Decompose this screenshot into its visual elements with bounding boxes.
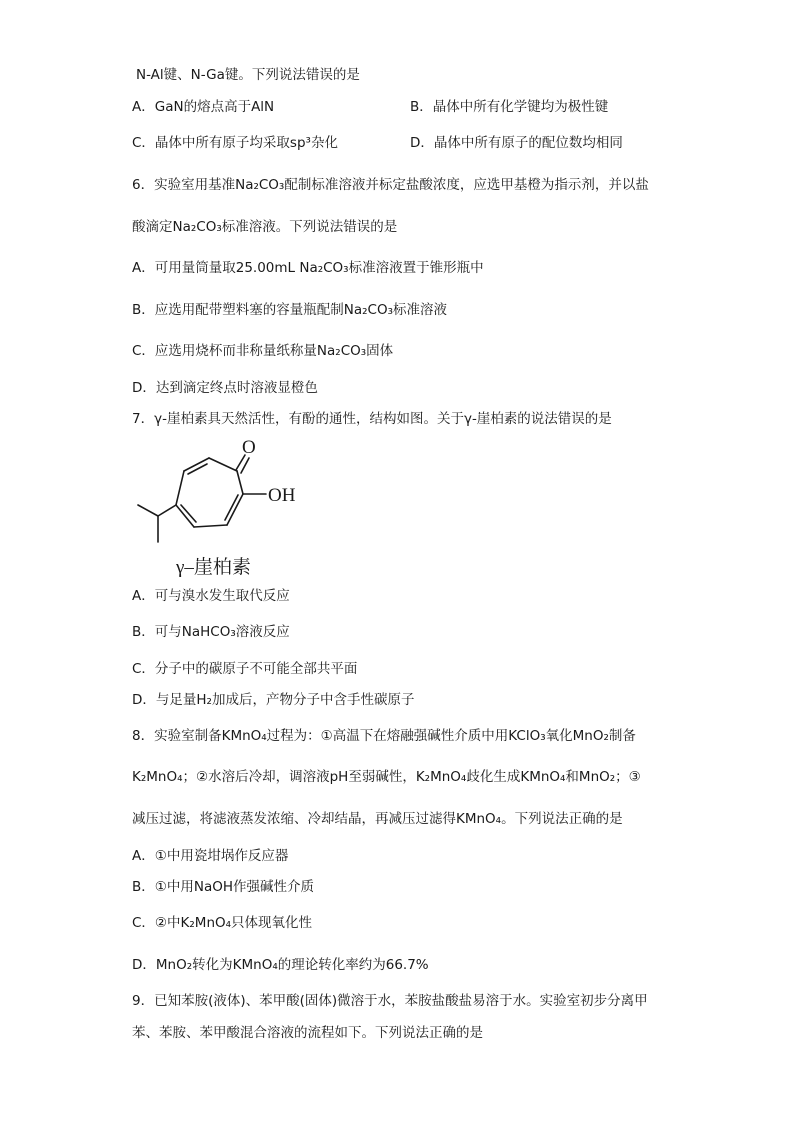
q6-option-a: A．可用量筒量取25.00mL Na₂CO₃标准溶液置于锥形瓶中 [132, 260, 484, 276]
q7-option-c: C．分子中的碳原子不可能全部共平面 [132, 661, 358, 677]
isopropyl-bond [138, 505, 158, 516]
q8-option-d: D．MnO₂转化为KMnO₄的理论转化率约为66.7% [132, 957, 429, 973]
molecule-name-caption: γ–崖柏素 [176, 557, 251, 578]
q6-stem-line-2: 酸滴定Na₂CO₃标准溶液。下列说法错误的是 [132, 219, 398, 235]
ring-bond [209, 458, 237, 471]
q5-stem-tail: N-Al键、N-Ga键。下列说法错误的是 [136, 67, 360, 83]
q7-option-d: D．与足量H₂加成后，产物分子中含手性碳原子 [132, 692, 415, 708]
q8-option-c: C．②中K₂MnO₄只体现氧化性 [132, 915, 313, 931]
double-bond-inner [188, 464, 207, 474]
ring-bond [237, 471, 243, 494]
gamma-thujaplicin-structure [128, 435, 328, 555]
q8-stem-line-1: 8．实验室制备KMnO₄过程为：①高温下在熔融强碱性介质中用KClO₃氧化MnO₂制备 [132, 728, 636, 744]
ring-bond [227, 494, 243, 525]
q6-stem-line-1: 6．实验室用基准Na₂CO₃配制标准溶液并标定盐酸浓度，应选甲基橙为指示剂，并以盐 [132, 177, 649, 193]
q8-option-b: B．①中用NaOH作强碱性介质 [132, 879, 315, 895]
q8-option-a: A．①中用瓷坩埚作反应器 [132, 848, 289, 864]
carbonyl-oxygen-label: O [242, 437, 256, 458]
q7-stem: 7．γ-崖柏素具天然活性，有酚的通性，结构如图。关于γ-崖柏素的说法错误的是 [132, 411, 612, 427]
q5-option-b: B．晶体中所有化学键均为极性键 [410, 99, 609, 115]
hydroxyl-label: OH [268, 485, 296, 506]
q7-option-a: A．可与溴水发生取代反应 [132, 588, 290, 604]
q6-option-d: D．达到滴定终点时溶液显橙色 [132, 380, 318, 396]
q7-option-b: B．可与NaHCO₃溶液反应 [132, 624, 290, 640]
q6-option-c: C．应选用烧杯而非称量纸称量Na₂CO₃固体 [132, 343, 394, 359]
ring-bond [194, 525, 227, 527]
q9-stem-line-2: 苯、苯胺、苯甲酸混合溶液的流程如下。下列说法正确的是 [132, 1025, 483, 1041]
q8-stem-line-2: K₂MnO₄；②水溶后冷却，调溶液pH至弱碱性，K₂MnO₄歧化生成KMnO₄和MnO₂；③ [132, 769, 641, 785]
q5-option-c: C．晶体中所有原子均采取sp³杂化 [132, 135, 338, 151]
q5-option-d: D．晶体中所有原子的配位数均相同 [410, 135, 623, 151]
isopropyl-bond [158, 505, 176, 516]
q9-stem-line-1: 9．已知苯胺(液体)、苯甲酸(固体)微溶于水，苯胺盐酸盐易溶于水。实验室初步分离甲 [132, 993, 648, 1009]
q6-option-b: B．应选用配带塑料塞的容量瓶配制Na₂CO₃标准溶液 [132, 302, 448, 318]
q5-option-a: A．GaN的熔点高于AlN [132, 99, 275, 115]
q8-stem-line-3: 减压过滤，将滤液蒸发浓缩、冷却结晶，再减压过滤得KMnO₄。下列说法正确的是 [132, 811, 623, 827]
ring-bond [176, 471, 184, 505]
